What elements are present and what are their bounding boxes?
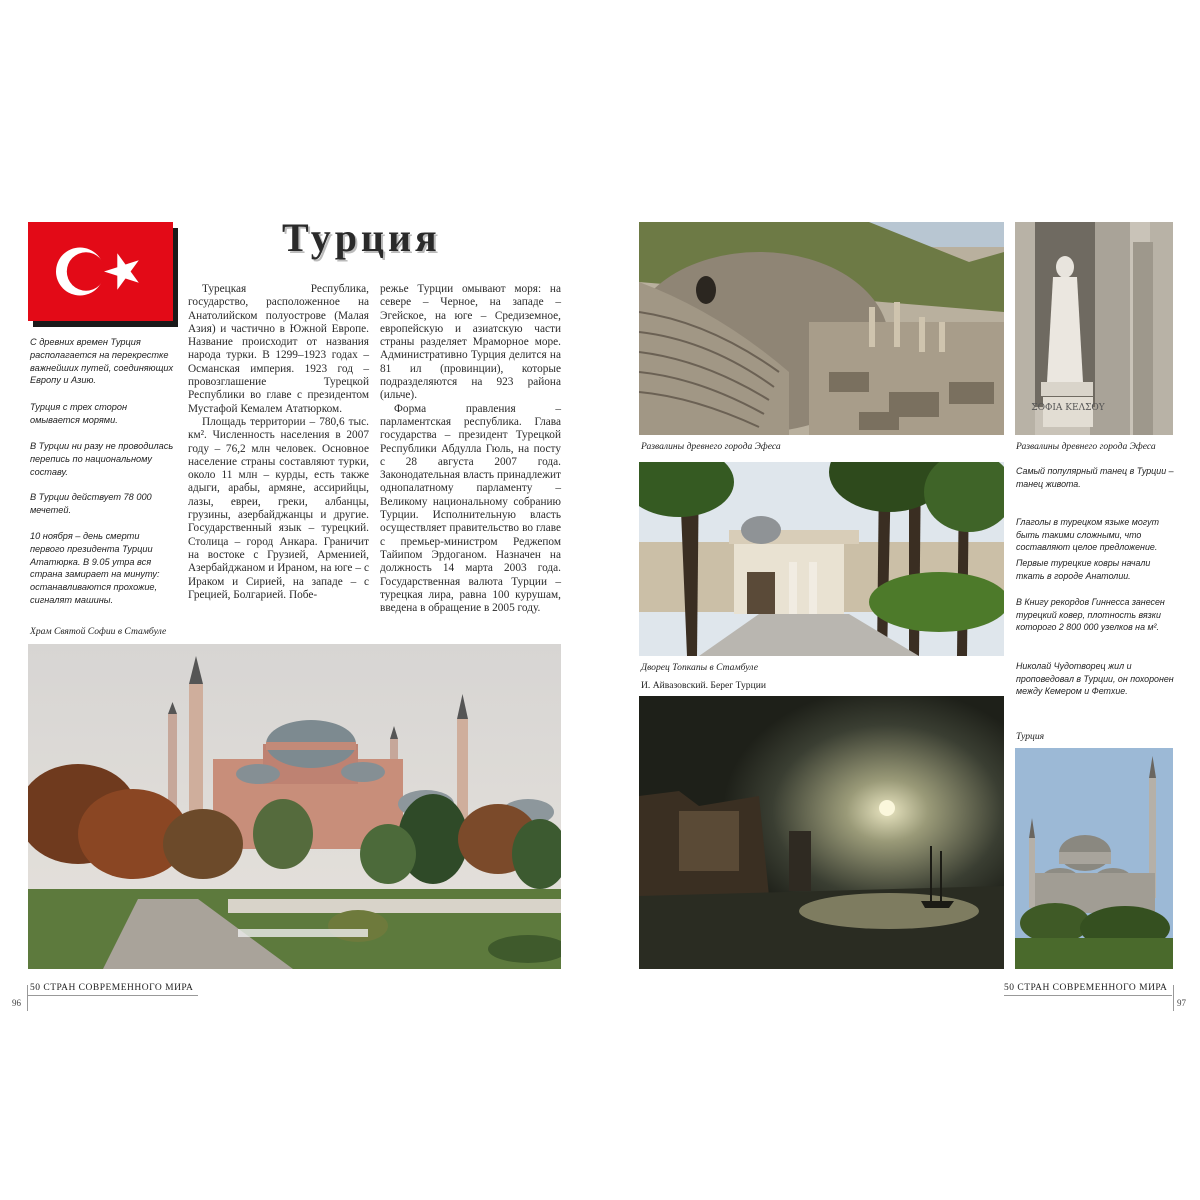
crescent-star-icon bbox=[28, 222, 173, 321]
topkapi-palace-photo bbox=[639, 462, 1004, 656]
side-note: С древних времен Турция располагается на перекрестке важнейших путей, соединяющих Европу и Азию. bbox=[30, 337, 174, 386]
side-note: Турция с трех сторон омывается морями. bbox=[30, 402, 128, 425]
photo-caption: Развалины древнего города Эфеса bbox=[641, 441, 781, 452]
paragraph: Форма правления – парламентская республика. Глава государства – президент Турецкой Республики Абдулла Гюль, на посту с 28 августа 2007 года. Законодательная власть принадлежит однопалатному парламенту – Великому национальному собранию Турции. Исполнительную власть осуществляет правительство во главе с премьер-министром Реджепом Тайипом Эрдоганом. Назначен на должность 14 марта 2003 года. Государственная валюта Турции – турецкая лира, равна 100 курушам, введена в обращение в 2005 году. bbox=[380, 402, 561, 615]
footer-text: 50 СТРАН СОВРЕМЕННОГО МИРА bbox=[1004, 983, 1168, 993]
painting-caption: И. Айвазовский. Берег Турции bbox=[641, 680, 766, 691]
photo-caption: Развалины древнего города Эфеса bbox=[1016, 441, 1156, 452]
side-note: В Турции ни разу не проводилась перепись по национальному составу. bbox=[30, 441, 174, 477]
paragraph: режье Турции омывают моря: на севере – Черное, на западе – Эгейское, на юге – Средиземное, европейскую и азиатскую части страны разделяет Мраморное море. Административно Турция делится на 81 ил (провинции), которые подразделяются на 923 района (ильче). bbox=[380, 283, 561, 402]
photo-caption: Дворец Топкапы в Стамбуле bbox=[641, 662, 758, 673]
side-note: В Книгу рекордов Гиннесса занесен турецкий ковер, плотность вязки которого 2 800 000 узелков на м². bbox=[1016, 597, 1165, 633]
photo-caption: Храм Святой Софии в Стамбуле bbox=[30, 626, 167, 637]
aivazovsky-painting bbox=[639, 696, 1004, 969]
footer-divider bbox=[27, 985, 28, 1011]
page-number: 97 bbox=[1177, 998, 1186, 1008]
blue-mosque-photo bbox=[1015, 748, 1173, 969]
page-title: Турция bbox=[282, 215, 441, 260]
side-note: Самый популярный танец в Турции – танец живота. bbox=[1016, 466, 1174, 489]
footer-text: 50 СТРАН СОВРЕМЕННОГО МИРА bbox=[30, 983, 194, 993]
side-note: Николай Чудотворец жил и проповедовал в Турции, он похоронен между Кемером и Фетхие. bbox=[1016, 661, 1174, 697]
side-note: В Турции действует 78 000 мечетей. bbox=[30, 492, 152, 515]
footer-rule bbox=[28, 995, 198, 996]
paragraph: Турецкая Республика, государство, расположенное на Анатолийском полуострове (Малая Азия) и частично в Южной Европе. Название происходит от названия народа турки. В 1299–1923 годах – Османская империя. 1923 год – провозглашение Турецкой Республики во главе с президентом Мустафой Кемалем Ататюрком. bbox=[188, 283, 369, 415]
side-note: Первые турецкие ковры начали ткать в городе Анатолии. bbox=[1016, 558, 1151, 581]
hagia-sophia-photo bbox=[28, 644, 561, 969]
ephesus-theater-photo bbox=[639, 222, 1004, 435]
footer-rule bbox=[1004, 995, 1172, 996]
side-note: 10 ноября – день смерти первого президента Турции Ататюрка. В 9.05 утра вся страна замирает на минуту: останавливаются прохожие, сигналят машины. bbox=[30, 531, 160, 605]
paragraph: Площадь территории – 780,6 тыс. км². Численность населения в 2007 году – 76,2 млн человек. Основное население страны составляют турки, около 11 млн – курды, есть также адыги, арабы, армяне, ассирийцы, лазы, евреи, греки, албанцы, грузины, азербайджанцы и другие. Государственный язык – турецкий. Столица – город Анкара. Граничит на востоке с Грузией, Арменией, Азербайджаном и Ираном, на юге – с Ираком и Сирией, на западе – с Грецией, Болгарией. Побе- bbox=[188, 415, 369, 601]
page-number: 96 bbox=[12, 998, 21, 1008]
footer-divider bbox=[1173, 985, 1174, 1011]
ephesus-statue-photo bbox=[1015, 222, 1173, 435]
body-column-2 bbox=[380, 283, 561, 615]
side-note: Глаголы в турецком языке могут быть такими сложными, что составляют целое предложение. bbox=[1016, 517, 1159, 553]
body-column-1 bbox=[188, 283, 369, 602]
statue-inscription: ΣΟΦΙΑ ΚΕΛΣΟΥ bbox=[1031, 403, 1105, 413]
turkish-flag bbox=[28, 222, 173, 321]
photo-caption: Турция bbox=[1016, 731, 1045, 742]
